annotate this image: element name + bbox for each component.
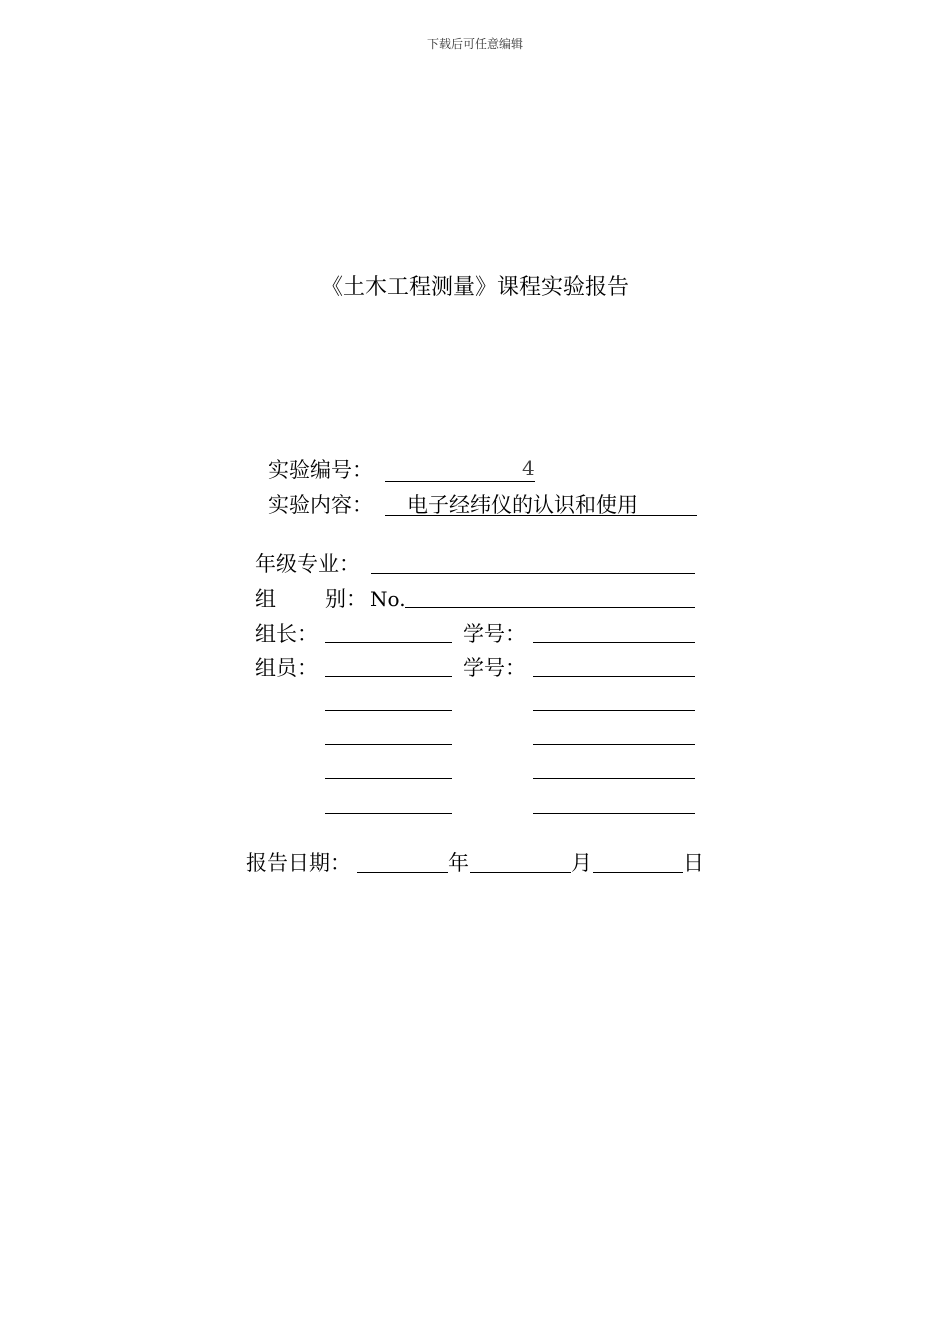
members-label: 组员： (255, 656, 318, 680)
report-month-label: 月 (571, 851, 592, 875)
experiment-number-label: 实验编号： (268, 458, 373, 482)
experiment-content-value: 电子经纬仪的认识和使用 (407, 493, 638, 517)
member-id-field-4 (533, 778, 695, 779)
experiment-number-underline (385, 481, 535, 482)
member-name-field-4 (325, 778, 452, 779)
major-field (371, 573, 695, 574)
leader-id-field (533, 642, 695, 643)
experiment-number-value: 4 (522, 456, 535, 480)
report-date-label: 报告日期： (246, 851, 351, 875)
member-name-field-3 (325, 744, 452, 745)
group-label-first-char: 组 (255, 587, 276, 611)
member-id-field-1 (533, 676, 695, 677)
leader-name-field (325, 642, 452, 643)
group-label-rest: 别： (325, 587, 367, 611)
page-title: 《土木工程测量》课程实验报告 (320, 275, 629, 300)
report-month-field (470, 872, 571, 873)
member-name-field-2 (325, 710, 452, 711)
member-id-field-5 (533, 813, 695, 814)
experiment-content-label: 实验内容： (268, 493, 373, 517)
member-id-field-3 (533, 744, 695, 745)
report-day-label: 日 (683, 851, 704, 875)
report-year-label: 年 (448, 851, 469, 875)
leader-id-label: 学号： (463, 622, 526, 646)
members-id-label: 学号： (463, 656, 526, 680)
group-number-field (405, 607, 695, 608)
group-no-prefix: No. (370, 587, 406, 611)
leader-label: 组长： (255, 622, 318, 646)
report-day-field (593, 872, 683, 873)
report-year-field (357, 872, 448, 873)
member-name-field-1 (325, 676, 452, 677)
member-id-field-2 (533, 710, 695, 711)
major-label: 年级专业： (255, 552, 360, 576)
page-header-note: 下载后可任意编辑 (426, 37, 523, 51)
member-name-field-5 (325, 813, 452, 814)
